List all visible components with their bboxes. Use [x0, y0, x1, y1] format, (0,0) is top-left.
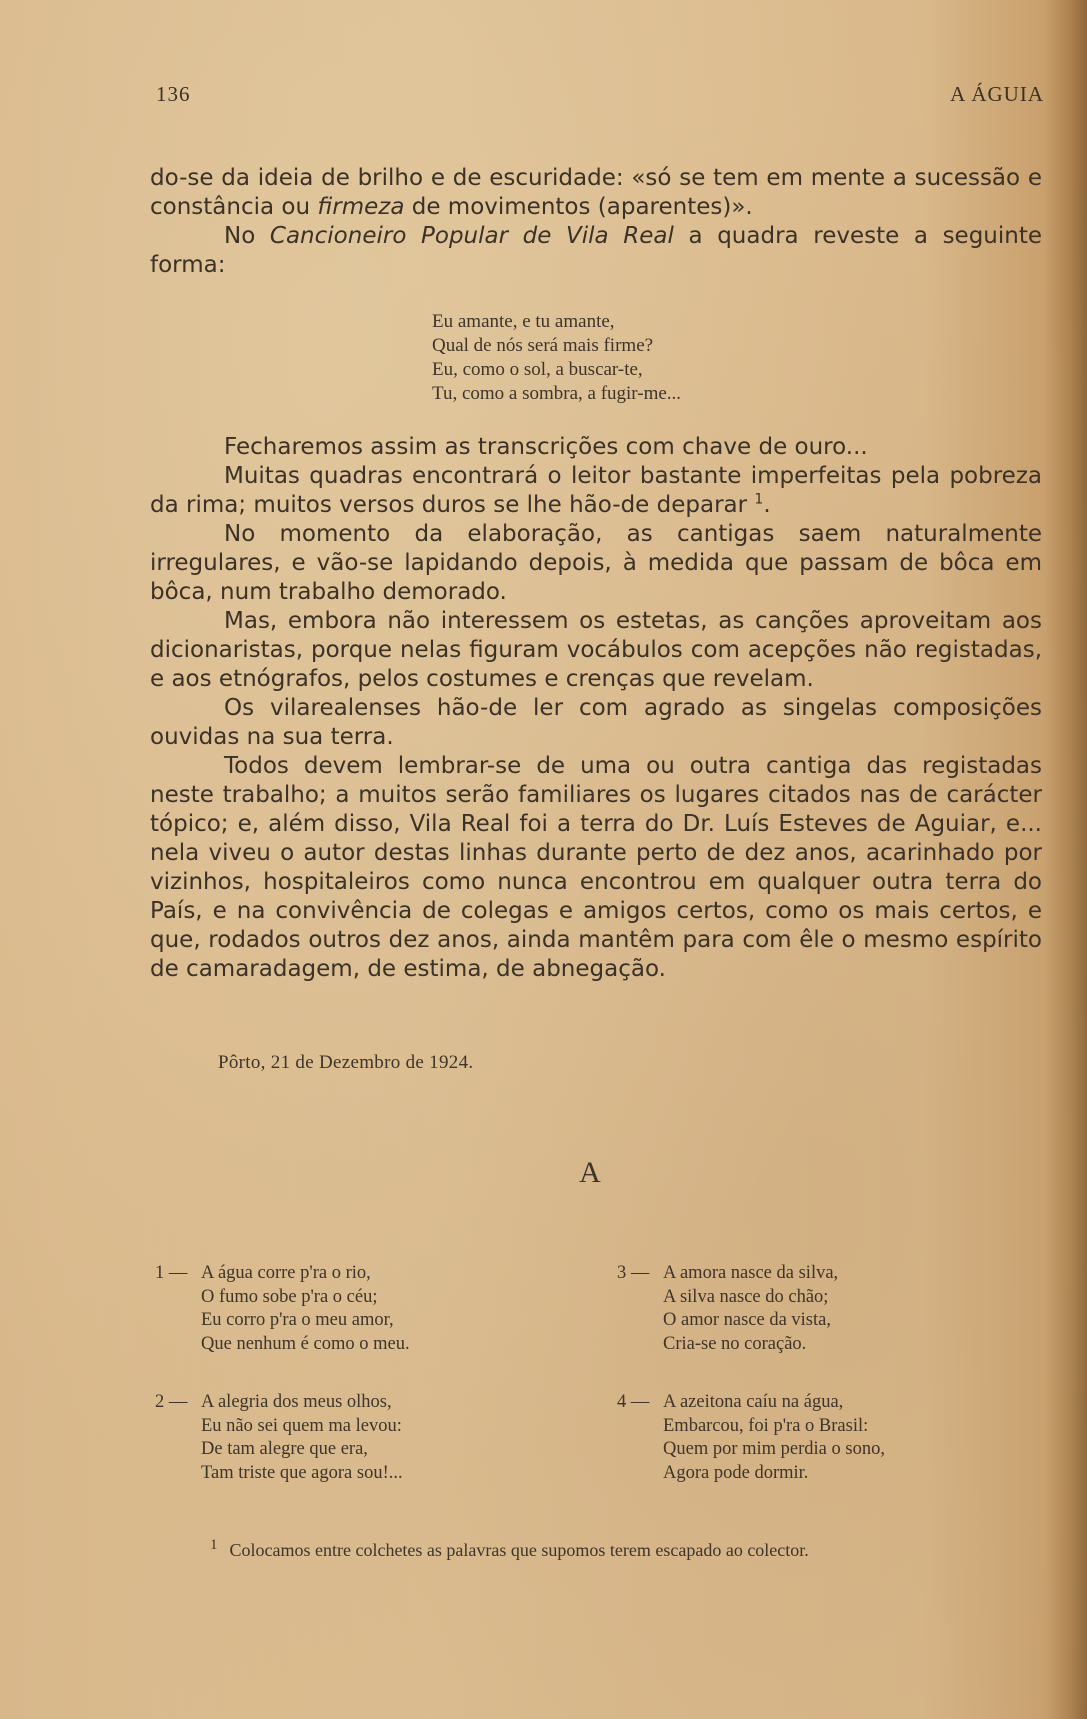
running-header	[156, 82, 1044, 107]
quadra-line: O amor nasce da vista,	[663, 1310, 831, 1330]
quadra-number: 2 —	[155, 1392, 188, 1412]
paragraph-7: Os vilarealenses hão-de ler com agrado as singelas composições ouvidas na sua terra.	[150, 695, 1042, 750]
paragraph-8: Todos devem lembrar-se de uma ou outra cantiga das registadas neste trabalho; a muitos serão familiares os lugares citados nas de carácter tópico; e, além disso, Vila Real foi a terra do Dr. Luís Esteves de Aguiar, e... nela viveu o autor destas linhas durante perto de dez anos, acarinhado por vizinhos, hospitaleiros como nunca encontrou em qualquer outra terra do País, e na convivência de colegas e amigos certos, como os mais certos, e que, rodados outros dez anos, ainda mantêm para com êle o mesmo espírito de camaradagem, de estima, de abnegação.	[150, 753, 1042, 982]
quadra-line: Cria-se no coração.	[663, 1333, 807, 1354]
journal-title: A ÁGUIA	[950, 82, 1044, 106]
quadra-line: Eu não sei quem ma levou:	[201, 1415, 402, 1436]
main-text	[150, 164, 1042, 984]
verse-line: Eu amante, e tu amante,	[432, 311, 615, 332]
paragraph-2: No Cancioneiro Popular de Vila Real a quadra reveste a seguinte forma:	[150, 223, 1043, 278]
quadra-line: O fumo sobe p'ra o céu;	[201, 1286, 378, 1307]
paragraph-5: No momento da elaboração, as cantigas saem naturalmente irregulares, e vão-se lapidando depois, à medida que passam de bôca em bôca, num trabalho demorado.	[150, 521, 1042, 605]
quadra-line: A azeitona caíu na água,	[663, 1392, 844, 1412]
verse-line: Qual de nós será mais firme?	[432, 335, 654, 356]
quadra-line: Quem por mim perdia o sono,	[663, 1439, 885, 1459]
page-edge-shadow	[1045, 0, 1087, 1719]
quoted-verse	[432, 310, 1042, 406]
footnote-reference: 1	[754, 491, 764, 508]
quadra-line: A amora nasce da silva,	[663, 1263, 839, 1283]
quadra-line: A alegria dos meus olhos,	[201, 1392, 392, 1412]
section-heading-letter: A	[579, 1156, 601, 1189]
footnote	[210, 1537, 1050, 1561]
paragraph-1: do-se da ideia de brilho e de escuridade: «só se tem em mente a sucessão e constância ou firmeza de movimentos (aparentes)».	[150, 165, 1042, 220]
quadra-number: 1 —	[155, 1263, 188, 1283]
quadra-line: A silva nasce do chão;	[663, 1286, 829, 1307]
italic-cancioneiro-title: Cancioneiro Popular de Vila Real	[269, 223, 674, 249]
verse-line: Eu, como o sol, a buscar-te,	[432, 359, 643, 380]
page-number: 136	[156, 82, 191, 106]
quadra-line: Tam triste que agora sou!...	[201, 1462, 403, 1483]
quadra-line: Que nenhum é como o meu.	[201, 1333, 410, 1354]
footnote-text: Colocamos entre colchetes as palavras que supomos terem escapado ao colector.	[229, 1540, 809, 1560]
paragraph-6: Mas, embora não interessem os estetas, as canções aproveitam aos dicionaristas, porque nelas figuram vocábulos com acepções não registadas, e aos etnógrafos, pelos costumes e crenças que revelam.	[150, 608, 1042, 692]
quadra-line: Embarcou, foi p'ra o Brasil:	[663, 1415, 869, 1436]
quadra-line: Eu corro p'ra o meu amor,	[201, 1310, 394, 1330]
paragraph-4: Muitas quadras encontrará o leitor bastante imperfeitas pela pobreza da rima; muitos versos duros se lhe hão-de deparar $^1$.	[150, 463, 1042, 518]
italic-firmeza: firmeza	[317, 194, 405, 220]
quadra-line: De tam alegre que era,	[201, 1439, 368, 1459]
place-date-signature: Pôrto, 21 de Dezembro de 1924.	[218, 1052, 474, 1073]
footnote-marker: 1	[210, 1537, 218, 1553]
verse-line: Tu, como a sombra, a fugir-me...	[432, 383, 682, 404]
paragraph-3: Fecharemos assim as transcrições com chave de ouro...	[224, 434, 868, 460]
quadra-number: 4 —	[617, 1392, 650, 1412]
quadra-line: A água corre p'ra o rio,	[201, 1263, 371, 1283]
quadra-number: 3 —	[617, 1263, 650, 1283]
quadra-line: Agora pode dormir.	[663, 1462, 809, 1483]
